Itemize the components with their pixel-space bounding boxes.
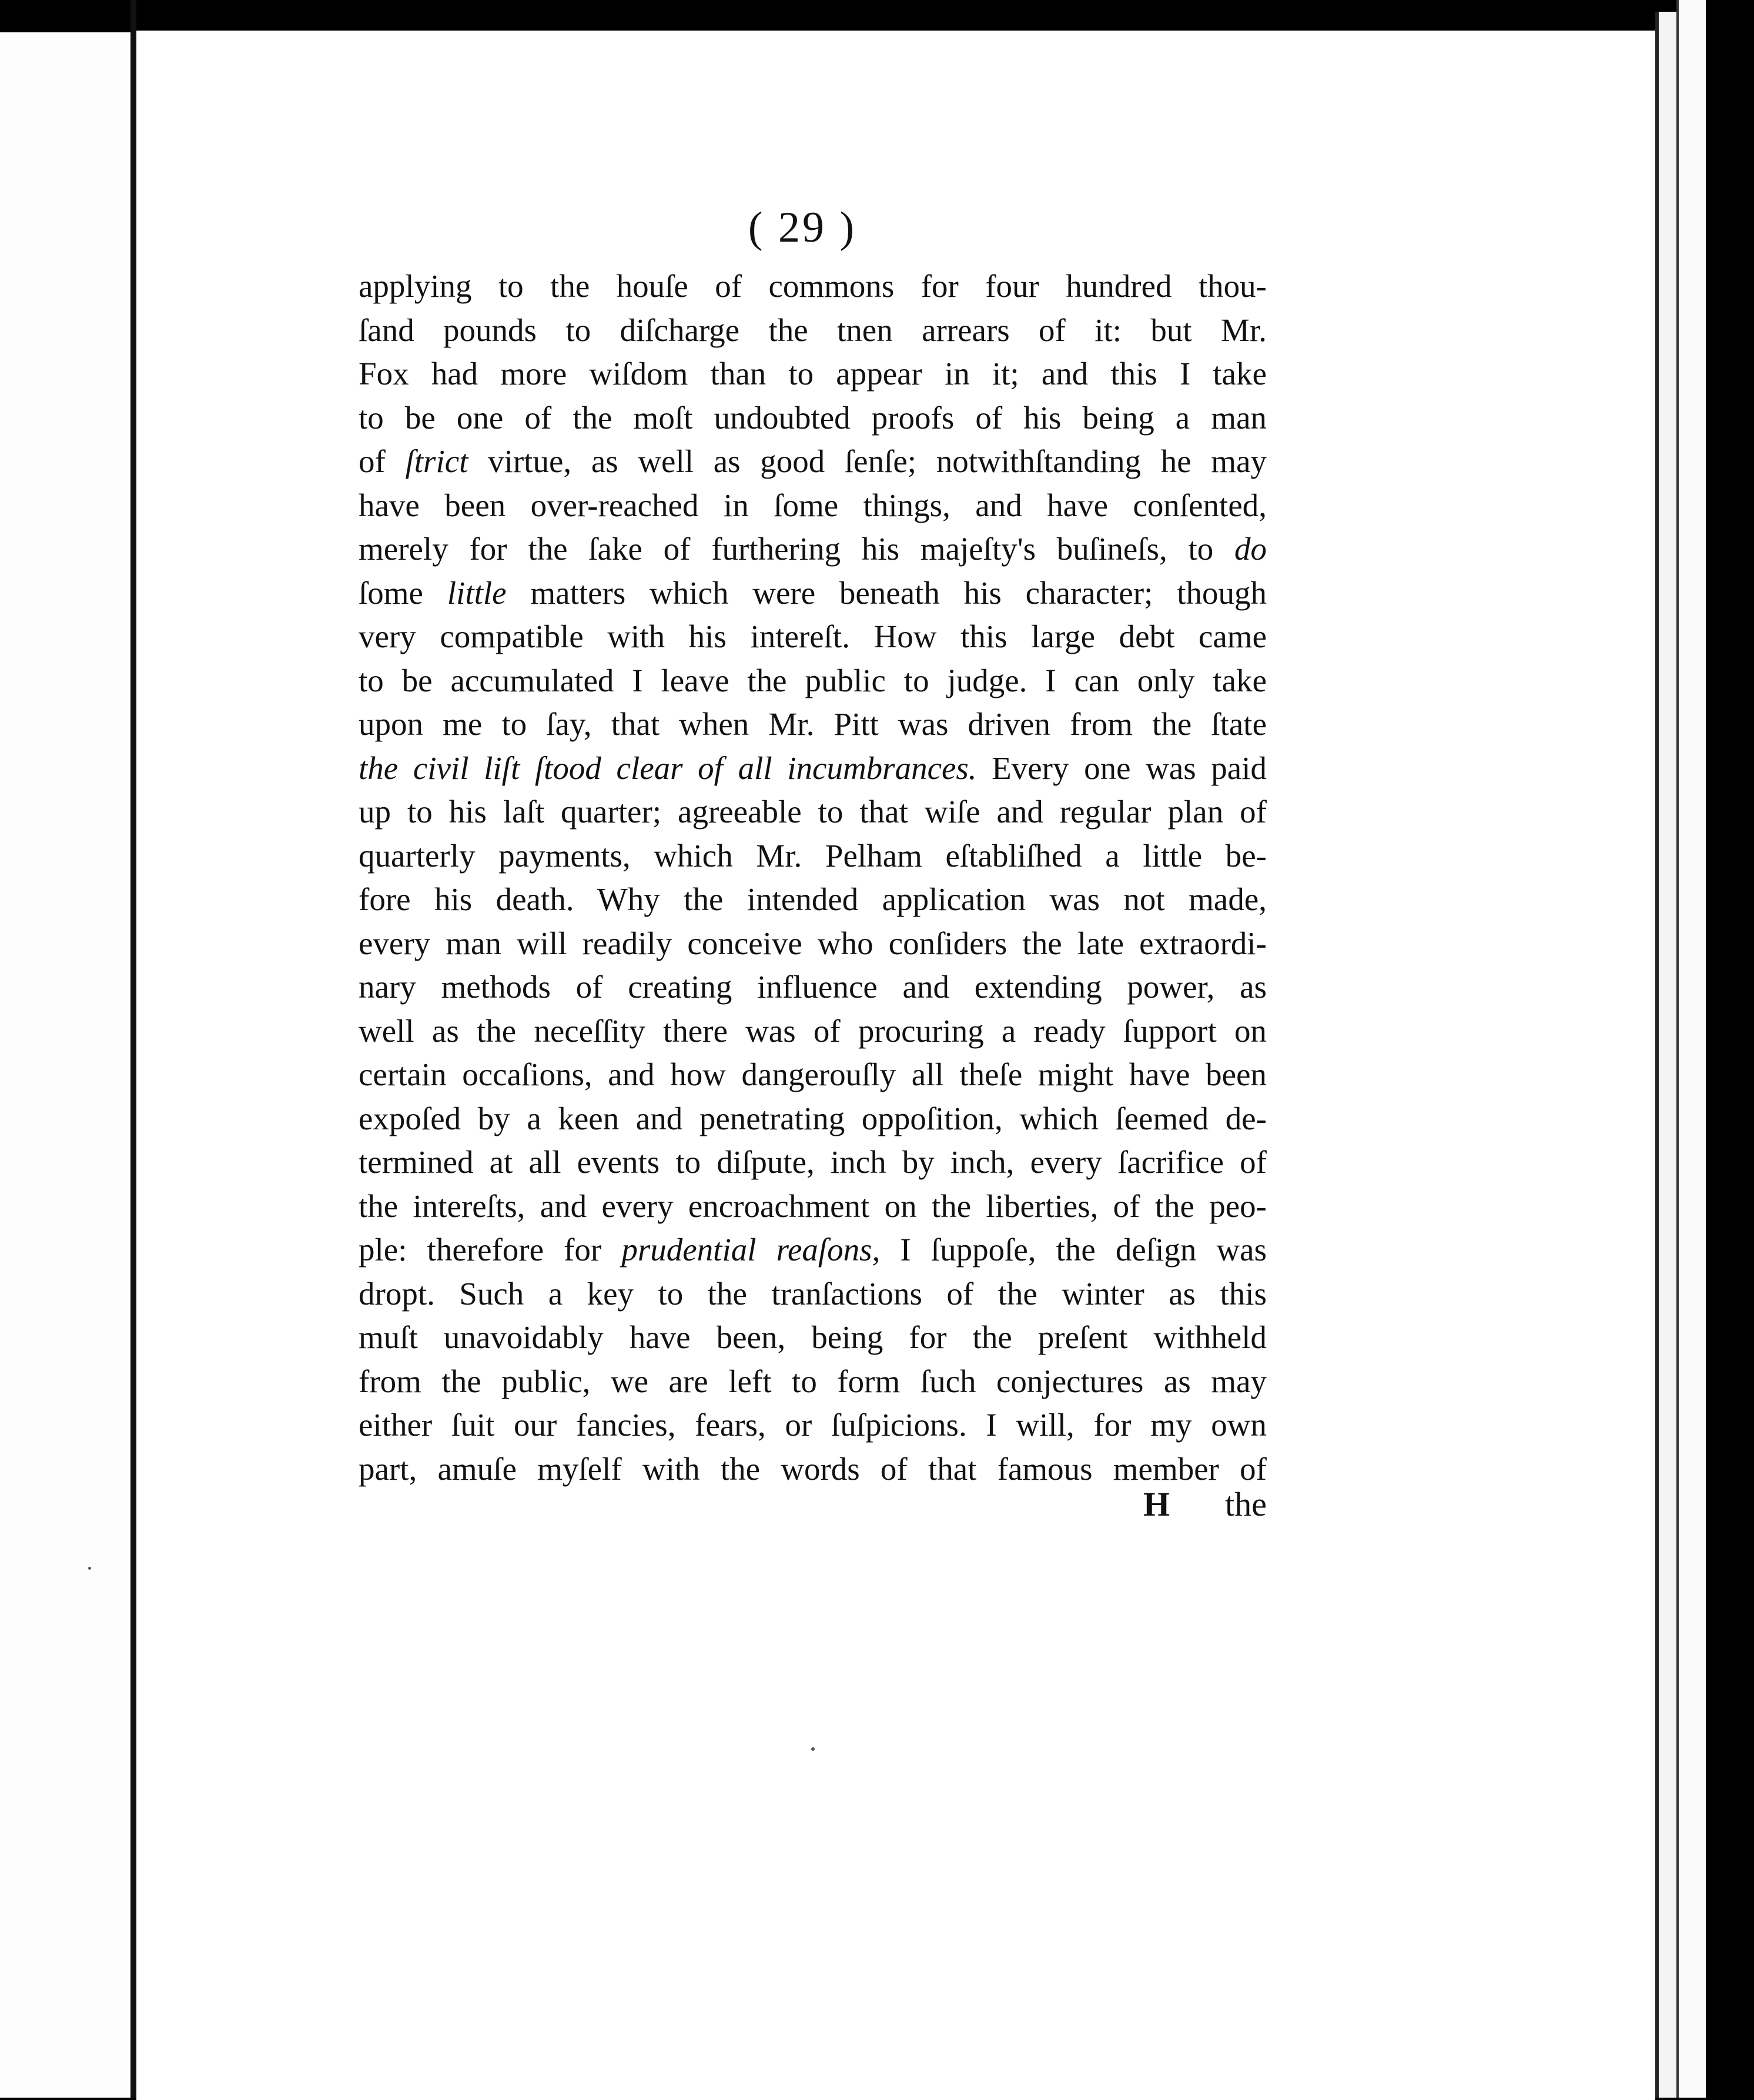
text-run: merely for the ſake of furthering his majeſty's buſineſs, to (359, 531, 1234, 567)
text-line (359, 1141, 1267, 1185)
text-line (359, 1316, 1267, 1360)
text-run: ple: therefore for (359, 1232, 622, 1268)
text-run: termined at all events to diſpute, inch by inch, every ſacrifice of (359, 1144, 1267, 1180)
text-run: quarterly payments, which Mr. Pelham eſtabliſhed a little be- (359, 837, 1267, 874)
text-line (359, 1360, 1267, 1404)
italic-run: do (1234, 531, 1267, 567)
text-run: of (359, 443, 406, 479)
text-run: fore his death. Why the intended application was not made, (359, 881, 1267, 917)
italic-run: ſtrict (405, 443, 468, 479)
text-line (359, 1053, 1267, 1097)
text-line (359, 1228, 1267, 1272)
text-line (359, 265, 1267, 309)
text-run: well as the neceſſity there was of procuring a ready ſupport on (359, 1012, 1267, 1049)
text-line (359, 790, 1267, 834)
text-run: virtue, as well as good ſenſe; notwithſtanding he may (468, 443, 1267, 479)
italic-run: little (447, 574, 507, 611)
text-run: ſand pounds to diſcharge the tnen arrears of it: but Mr. (359, 312, 1267, 348)
text-line (359, 571, 1267, 616)
text-run: very compatible with his intereſt. How this large debt came (359, 618, 1267, 654)
text-line (359, 922, 1267, 966)
page-edge-right (1655, 12, 1676, 2098)
signature-mark: H (1143, 1485, 1170, 1523)
paper-speck (88, 1567, 91, 1570)
page-footer-line (359, 1484, 1267, 1531)
text-run: every man will readily conceive who conſiders the late extraordi- (359, 925, 1267, 961)
facing-page-edge (0, 32, 130, 2098)
text-run: have been over-reached in ſome things, and have conſented, (359, 487, 1267, 523)
text-line (359, 1403, 1267, 1447)
text-run: upon me to ſay, that when Mr. Pitt was driven from the ſtate (359, 706, 1267, 742)
page-edge-right-outer (1676, 0, 1708, 2098)
text-line (359, 965, 1267, 1009)
text-line (359, 615, 1267, 659)
text-run: Fox had more wiſdom than to appear in it; and this I take (359, 356, 1267, 392)
scan-border-right (1706, 0, 1754, 2098)
text-line (359, 1009, 1267, 1054)
text-run: muſt unavoidably have been, being for the preſent withheld (359, 1319, 1267, 1355)
text-line (359, 352, 1267, 396)
paper-speck (811, 1747, 815, 1751)
text-run: up to his laſt quarter; agreeable to that wiſe and regular plan of (359, 794, 1267, 830)
catchword: the (1225, 1485, 1267, 1523)
text-line (359, 309, 1267, 353)
text-run: dropt. Such a key to the tranſactions of the winter as this (359, 1275, 1267, 1312)
page-number: ( 29 ) (748, 203, 857, 252)
text-run: to be one of the moſt undoubted proofs of his being a man (359, 399, 1267, 436)
text-run: nary methods of creating influence and extending power, as (359, 969, 1267, 1005)
text-line (359, 703, 1267, 747)
text-line (359, 878, 1267, 922)
italic-run: the civil liſt ſtood clear of all incumbrances. (359, 750, 977, 786)
text-run: either ſuit our fancies, fears, or ſuſpicions. I will, for my own (359, 1407, 1267, 1443)
book-gutter (130, 0, 136, 2098)
text-run: ſome (359, 574, 447, 611)
text-run: expoſed by a keen and penetrating oppoſition, which ſeemed de- (359, 1100, 1267, 1136)
text-run: Every one was paid (976, 750, 1267, 786)
text-run: I ſuppoſe, the deſign was (880, 1232, 1267, 1268)
italic-run: prudential reaſons, (621, 1232, 881, 1268)
text-line (359, 1185, 1267, 1229)
text-line (359, 834, 1267, 878)
body-text (359, 265, 1267, 1491)
text-run: applying to the houſe of commons for four hundred thou- (359, 268, 1267, 304)
text-run: part, amuſe myſelf with the words of that famous member of (359, 1450, 1267, 1487)
text-line (359, 747, 1267, 791)
text-line (359, 1097, 1267, 1141)
text-line (359, 484, 1267, 528)
text-run: to be accumulated I leave the public to judge. I can only take (359, 662, 1267, 698)
text-line (359, 527, 1267, 571)
text-line (359, 1272, 1267, 1316)
text-run: from the public, we are left to form ſuch conjectures as may (359, 1363, 1267, 1399)
text-line (359, 659, 1267, 703)
text-line (359, 440, 1267, 484)
text-run: the intereſts, and every encroachment on the liberties, of the peo- (359, 1188, 1267, 1224)
text-run: matters which were beneath his character; though (506, 574, 1267, 611)
text-run: certain occaſions, and how dangerouſly all theſe might have been (359, 1056, 1267, 1092)
text-line (359, 396, 1267, 440)
